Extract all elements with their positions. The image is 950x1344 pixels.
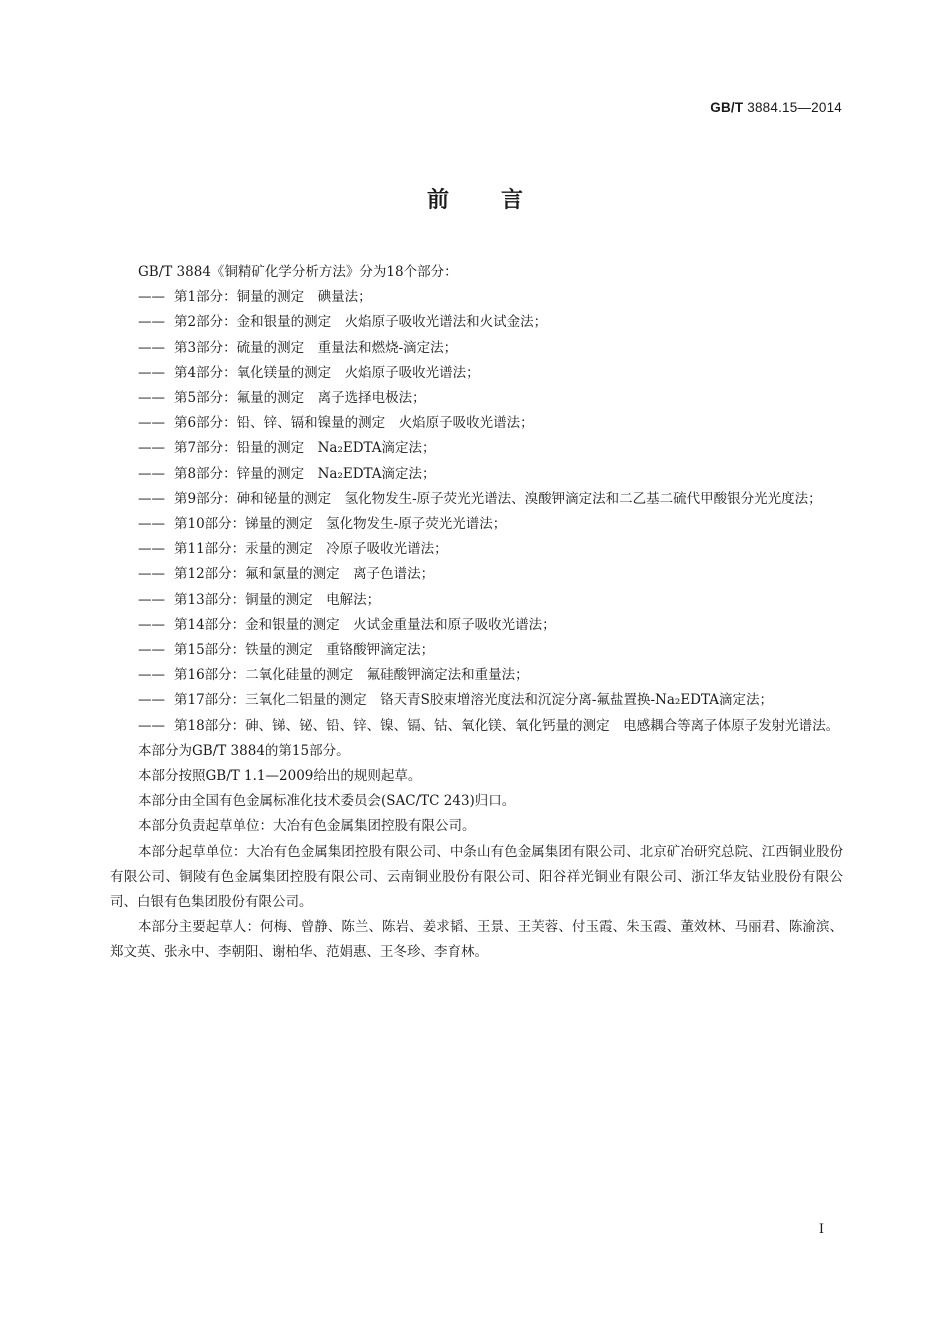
part-item — [110, 361, 843, 386]
list-dash: —— — [138, 516, 165, 533]
drafters-paragraph: 本部分主要起草人：何梅、曾静、陈兰、陈岩、姜求韬、王景、王芙蓉、付玉霞、朱玉霞、董效林、马丽君、陈渝滨、郑文英、张永中、李朝阳、谢柏华、范娟惠、王冬珍、李育林。 — [110, 919, 843, 961]
list-dash: —— — [138, 289, 165, 306]
part-item — [110, 487, 843, 512]
part-text: 第11部分：汞量的测定 冷原子吸收光谱法； — [174, 541, 448, 558]
page-title: 前言 — [426, 188, 575, 213]
part-item — [110, 562, 843, 587]
part-item — [110, 310, 843, 335]
list-dash: —— — [138, 490, 165, 507]
part-item — [110, 285, 843, 310]
part-text: 第15部分：铁量的测定 重铬酸钾滴定法； — [174, 642, 435, 659]
part-item — [110, 613, 843, 638]
list-dash: —— — [138, 415, 165, 432]
part-item — [110, 663, 843, 688]
list-dash: —— — [138, 616, 165, 633]
part-text: 第14部分：金和银量的测定 火试金重量法和原子吸收光谱法； — [174, 616, 556, 633]
part-text: 第3部分：硫量的测定 重量法和燃烧-滴定法； — [174, 339, 458, 356]
part-text: 第10部分：锑量的测定 氢化物发生-原子荧光光谱法； — [174, 516, 507, 533]
statement-paragraph: 本部分由全国有色金属标准化技术委员会(SAC/TC 243)归口。 — [138, 793, 516, 810]
standard-number: 3884.15—2014 — [747, 100, 842, 115]
statement-paragraph: 本部分为GB/T 3884的第15部分。 — [138, 742, 350, 759]
part-text: 第13部分：铜量的测定 电解法； — [174, 591, 381, 608]
part-text: 第6部分：铅、锌、镉和镍量的测定 火焰原子吸收光谱法； — [174, 415, 534, 432]
part-item — [110, 336, 843, 361]
list-dash: —— — [138, 440, 165, 457]
part-item — [110, 411, 843, 436]
part-text: 第8部分：锌量的测定 Na₂EDTA滴定法； — [174, 465, 436, 482]
standard-prefix: GB/T — [710, 100, 744, 115]
part-text: 第12部分：氟和氯量的测定 离子色谱法； — [174, 566, 435, 583]
part-item — [110, 462, 843, 487]
part-item — [110, 714, 843, 739]
list-dash: —— — [138, 339, 165, 356]
list-dash: —— — [138, 465, 165, 482]
part-text: 第17部分：三氧化二铝量的测定 铬天青S胶束增溶光度法和沉淀分离-氟盐置换-Na₂EDTA滴定法； — [174, 692, 774, 709]
page-number: I — [818, 1222, 824, 1237]
drafting-units-paragraph: 本部分起草单位：大冶有色金属集团控股有限公司、中条山有色金属集团有限公司、北京矿冶研究总院、江西铜业股份有限公司、铜陵有色金属集团控股有限公司、云南铜业股份有限公司、阳谷祥光铜业有限公司、浙江华友钴业股份有限公司、白银有色集团股份有限公司。 — [110, 843, 843, 911]
list-dash: —— — [138, 667, 165, 684]
statement-paragraph: 本部分按照GB/T 1.1—2009给出的规则起草。 — [138, 768, 422, 785]
part-item — [110, 436, 843, 461]
list-dash: —— — [138, 591, 165, 608]
part-text: 第5部分：氟量的测定 离子选择电极法； — [174, 390, 426, 407]
part-item — [110, 537, 843, 562]
list-dash: —— — [138, 390, 165, 407]
list-dash: —— — [138, 314, 165, 331]
part-item — [110, 638, 843, 663]
list-dash: —— — [138, 566, 165, 583]
part-item — [110, 512, 843, 537]
part-text: 第18部分：砷、锑、铋、铅、锌、镍、镉、钴、氧化镁、氧化钙量的测定 电感耦合等离子体原子发射光谱法。 — [174, 717, 840, 734]
part-item — [110, 588, 843, 613]
list-dash: —— — [138, 717, 165, 734]
list-dash: —— — [138, 364, 165, 381]
list-dash: —— — [138, 692, 165, 709]
foreword-body — [110, 260, 843, 966]
part-item — [110, 688, 843, 713]
part-text: 第7部分：铅量的测定 Na₂EDTA滴定法； — [174, 440, 436, 457]
intro-paragraph: GB/T 3884《铜精矿化学分析方法》分为18个部分： — [138, 264, 458, 280]
part-item — [110, 386, 843, 411]
part-text: 第16部分：二氧化硅量的测定 氟硅酸钾滴定法和重量法； — [174, 667, 529, 684]
list-dash: —— — [138, 541, 165, 558]
statement-paragraph: 本部分负责起草单位：大冶有色金属集团控股有限公司。 — [138, 818, 476, 835]
part-text: 第9部分：砷和铋量的测定 氢化物发生-原子荧光光谱法、溴酸钾滴定法和二乙基二硫代甲酸银分光光度法； — [174, 490, 822, 507]
part-text: 第1部分：铜量的测定 碘量法； — [174, 289, 372, 306]
list-dash: —— — [138, 642, 165, 659]
part-text: 第4部分：氧化镁量的测定 火焰原子吸收光谱法； — [174, 364, 480, 381]
standard-number-header — [710, 100, 842, 115]
part-text: 第2部分：金和银量的测定 火焰原子吸收光谱法和火试金法； — [174, 314, 548, 331]
